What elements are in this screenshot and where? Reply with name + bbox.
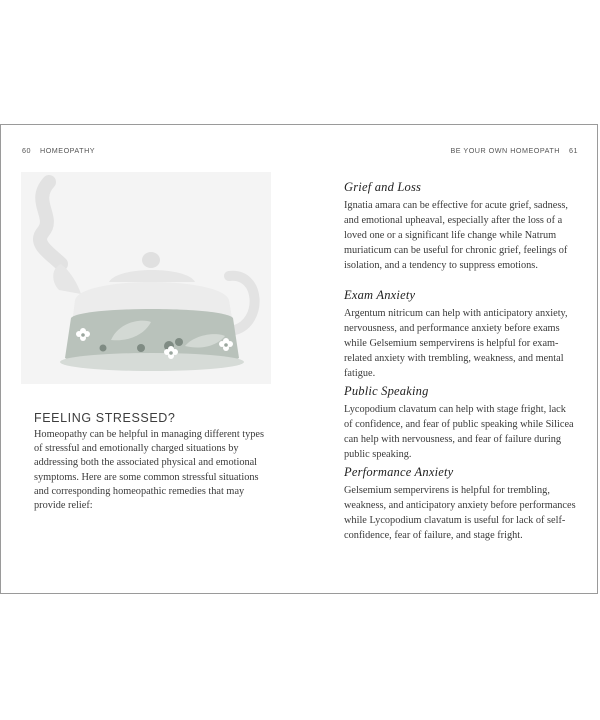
lid-knob xyxy=(142,252,160,268)
section-title: Exam Anxiety xyxy=(344,288,416,302)
left-running-title: HOMEOPATHY xyxy=(40,146,96,155)
section-title: Public Speaking xyxy=(344,384,429,398)
section-public-speaking xyxy=(344,384,576,462)
right-page-number: 61 xyxy=(569,146,578,155)
right-page-header xyxy=(450,146,578,155)
book-spread xyxy=(0,124,598,594)
teapot-illustration xyxy=(21,172,271,392)
feeling-stressed-body: Homeopathy can be helpful in managing different types of stressful and emotionally charged situations by addressing both the associated physical and emotional symptoms. Here are some common stressful situations and corresponding homeopathic remedies that may provide relief: xyxy=(34,429,264,512)
left-page xyxy=(1,125,300,593)
berry-icon xyxy=(175,338,183,346)
left-page-header xyxy=(22,146,95,155)
section-body: Gelsemium sempervirens is helpful for trembling, weakness, and anticipatory anxiety before performances while Lycopodium clavatum is useful for lack of self-confidence, fear of failure, and stage fright. xyxy=(344,485,576,541)
berry-icon xyxy=(137,344,145,352)
section-body: Lycopodium clavatum can help with stage fright, lack of confidence, and fear of public speaking while Silicea can help with nervousness, and fear of failure during public speaking. xyxy=(344,404,574,460)
section-grief-and-loss xyxy=(344,180,576,273)
feeling-stressed-heading: FEELING STRESSED? xyxy=(34,411,176,425)
section-title: Performance Anxiety xyxy=(344,465,454,479)
section-exam-anxiety xyxy=(344,288,576,381)
right-running-title: BE YOUR OWN HOMEOPATH xyxy=(450,146,560,155)
teapot-base xyxy=(60,353,244,371)
section-title: Grief and Loss xyxy=(344,180,422,194)
section-body: Ignatia amara can be effective for acute grief, sadness, and emotional upheaval, especially after the loss of a loved one or a significant life change while Natrum muriaticum can be useful for chronic grief, feelings of isolation, and a tendency to suppress emotions. xyxy=(344,200,568,271)
section-performance-anxiety xyxy=(344,465,576,543)
berry-icon xyxy=(100,345,107,352)
left-page-number: 60 xyxy=(22,146,31,155)
section-body: Argentum nitricum can help with anticipatory anxiety, nervousness, and performance anxiety before exams while Gelsemium sempervirens is helpful for exam-related anxiety with trembling, weakness, and mental fatigue. xyxy=(344,308,568,379)
right-page xyxy=(300,125,599,593)
